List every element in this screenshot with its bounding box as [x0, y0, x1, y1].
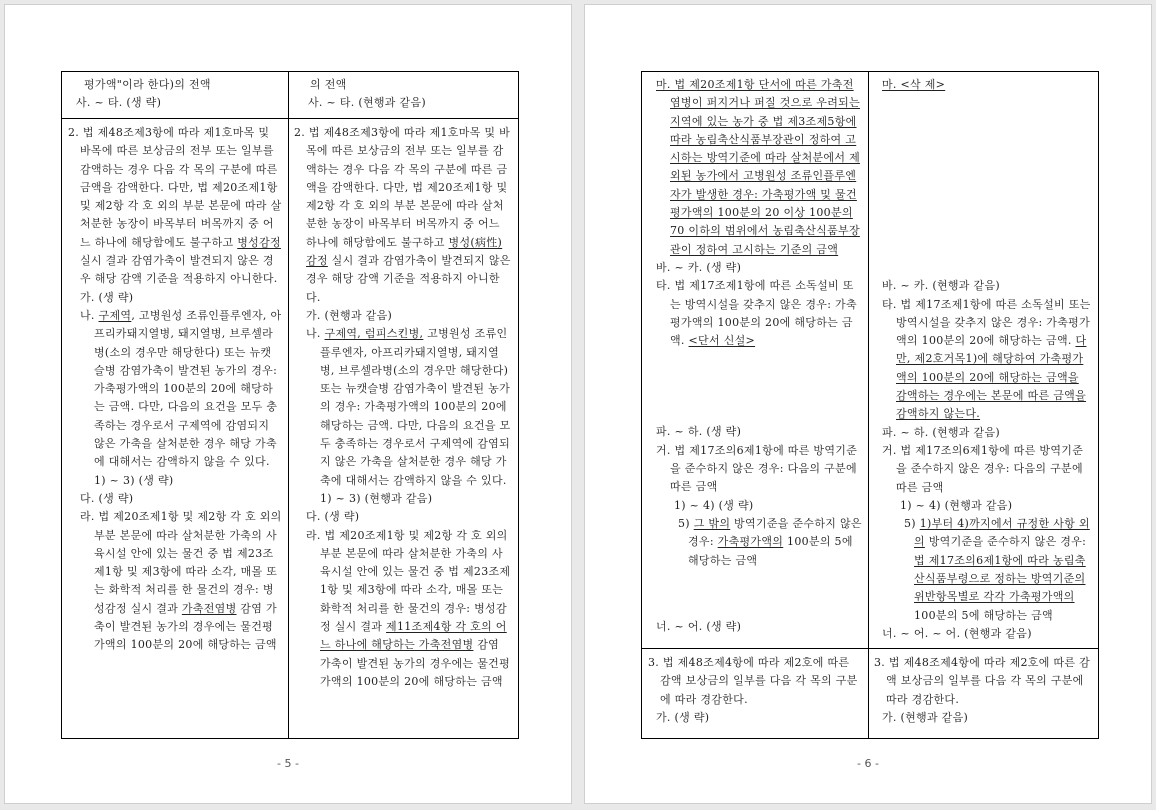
paragraph-text: 2. 법 제48조제3항에 따라 제1호마목 및 바목에 따른 보상금의 전부 또는 일부를 감액하는 경우 다음 각 목의 구분에 따른 금액을 감액한다. 다만, 법 제20조제1항 및 제2항 각 호 외의 부분 본문에 따라 살처분한 농장이 바목부터 버목까지 중 어느 하나에 해당함에도 불구하고: [294, 126, 511, 249]
p6-left-cell: [648, 76, 862, 646]
item-text: 감염 가축이 발견된 농가의 경우에는 물건평가액의 100분의 20에 해당하는 금액: [320, 638, 511, 688]
underlined-text: 다만, 제2호거목1)에 해당하여 가축평가액의 100분의 20에 해당하는 금액을 감액하는 경우에는 본문에 따른 금액을 감액하지 않는다.: [896, 334, 1087, 421]
p6-bottom-right-cell: [874, 654, 1092, 727]
item-text: 타. 법 제17조제1항에 따른 소독설비 또는 방역시설을 갖추지 않은 경우: 가축평가액의 100분의 20에 해당하는 금액.: [656, 279, 857, 348]
item-text: 100분의 5에 해당하는 금액: [914, 608, 1053, 622]
item-neo: 너. ~ 어. (생 략): [656, 619, 742, 633]
item-ga: 가. (생 략): [656, 710, 710, 724]
sub-item: 1) ~ 4) (생 략): [674, 498, 754, 512]
text-line: 의 전액: [310, 78, 347, 91]
column-divider: [868, 72, 869, 738]
item-ba: 바. ~ 카. (생 략): [656, 260, 742, 274]
page-5: [4, 4, 572, 804]
row-divider: [62, 118, 518, 119]
text-line: 사. ~ 타. (생 략): [76, 96, 162, 110]
p6-bottom-left-cell: [648, 654, 862, 727]
item-geo: 거. 법 제17조의6제1항에 따른 방역기준을 준수하지 않은 경우: 다음의 구분에 따른 금액: [882, 443, 1084, 494]
paragraph-2: [68, 124, 282, 289]
item-label: 나.: [306, 327, 325, 341]
item-na: [68, 307, 282, 472]
sub-item: 1) ~ 4) (현행과 같음): [900, 498, 1013, 512]
column-divider: [288, 72, 289, 738]
comparison-table-p6: [641, 71, 1099, 739]
page-number: - 6 -: [857, 757, 879, 770]
paragraph-3: 3. 법 제48조제4항에 따라 제2호에 따른 감액 보상금의 일부를 다음 각 목의 구분에 따라 경감한다.: [648, 656, 858, 706]
underlined-text: <단서 신설>: [688, 334, 756, 348]
item-neo: 너. ~ 어. ~ 어. (현행과 같음): [882, 626, 1032, 640]
page-6: [584, 4, 1152, 804]
item-ta: [874, 296, 1092, 424]
item-na: [294, 325, 512, 490]
row2-right-cell: [294, 124, 512, 734]
item-ba: 바. ~ 카. (현행과 같음): [882, 279, 1000, 293]
row-divider: [642, 648, 1098, 649]
item-label: 5): [904, 517, 920, 531]
item-da: 다. (생 략): [306, 510, 360, 524]
item-text: 라. 법 제20조제1항 및 제2항 각 호 외의 부분 본문에 따라 살처분한 가축의 사육시설 안에 있는 물건 중 법 제23조제1항 및 제3항에 따라 소각, 매몰 또는 화학적 처리를 한 물건의 경우: 병성감정 실시 결과: [306, 528, 511, 634]
underlined-text: 병성감정: [237, 235, 281, 249]
item-text: 라. 법 제20조제1항 및 제2항 각 호 외의 부분 본문에 따라 살처분한 가축의 사육시설 안에 있는 물건 중 법 제23조제1항 및 제3항에 따라 소각, 매몰 또는 화학적 처리를 한 물건의 경우: 병성감정 실시 결과: [80, 510, 282, 615]
item-ga: 가. (현행과 같음): [306, 308, 393, 322]
paragraph-3: 3. 법 제48조제4항에 따라 제2호에 따른 감액 보상금의 일부를 다음 각 목의 구분에 따라 경감한다.: [874, 656, 1091, 706]
item-pa: 파. ~ 하. (생 략): [656, 425, 742, 439]
underlined-text: 법 제17조의6제1항에 따라 농림축산식품부령으로 정하는 방역기준의 위반항목별로 각각 가축평가액의: [914, 553, 1086, 604]
item-ma: [648, 76, 862, 259]
underlined-text: 마. 법 제20조제1항 단서에 따른 가축전염병이 퍼지거나 퍼질 것으로 우려되는 지역에 있는 농가 중 법 제3조제5항에 따라 농림축산식품부장관이 정하여 고시하는 방역기준에 따라 살처분에서 제외된 농가에서 고병원성 조류인플루엔자가 발생한 경우: 가축평가액 및 물건평가액의 100분의 20 이상 100분의 70 이하의 범위에서 농림축산식품부장관이 정하여 고시하는 기준의 금액: [656, 78, 861, 256]
underlined-text: 제11조제4항 각 호의 어느 하나에 해당하는 가축전염병: [320, 620, 507, 652]
paragraph-text: 2. 법 제48조제3항에 따라 제1호마목 및 바목에 따른 보상금의 전부 또는 일부를 감액하는 경우 다음 각 목의 구분에 따른 금액을 감액한다. 다만, 법 제20조제1항 및 제2항 각 호 외의 부분 본문에 따라 살처분한 농장이 바목부터 버목까지 중 어느 하나에 해당함에도 불구하고: [68, 126, 282, 249]
row1-right-cell: [296, 76, 512, 113]
item-text: , 고병원성 조류인플루엔자, 아프리카돼지열병, 돼지열병, 브루셀라병(소의 경우만 해당한다) 또는 뉴캣슬병 감염가축이 발견된 농가의 경우: 가축평가액의 100분의 20에 해당하는 금액. 다만, 다음의 요건을 모두 충족하는 경우로서 구제역에 감염되지 않은 가축을 살처분한 경우 해당 가축에 대해서는 감액하지 않을 수 있다.: [94, 308, 282, 469]
underlined-text: 1)부터 4)까지에서 규정한 사항 외의: [914, 517, 1090, 549]
underlined-text: 구제역: [98, 308, 132, 322]
underlined-text: 구제역, 럼피스킨병,: [324, 327, 424, 341]
underlined-text: 가축전염병: [181, 601, 237, 615]
item-label: 나.: [80, 308, 99, 322]
underlined-text: 병성(病性)감정: [306, 235, 503, 268]
paragraph-text: 실시 결과 감염가축이 발견되지 않은 경우 해당 감액 기준을 적용하지 아니한다.: [306, 254, 511, 304]
item-ga: 가. (생 략): [80, 290, 134, 304]
paragraph-2: [294, 124, 512, 307]
text-line: 평가액"이라 한다)의 전액: [84, 78, 211, 91]
item-ma: [874, 76, 1092, 94]
item-text: 감염 가축이 발견된 농가의 경우에는 물건평가액의 100분의 20에 해당하는 금액: [94, 601, 277, 652]
row2-left-cell: [68, 124, 282, 734]
sub-item: 1) ~ 3) (생 략): [94, 473, 174, 487]
item-text: 방역기준을 준수하지 않은 경우:: [688, 516, 862, 549]
item-ta: [648, 277, 862, 350]
item-geo: 거. 법 제17조의6제1항에 따른 방역기준을 준수하지 않은 경우: 다음의 구분에 따른 금액: [656, 443, 858, 494]
item-label: 5): [678, 516, 694, 530]
item-da: 다. (생 략): [80, 491, 134, 505]
row1-left-cell: [70, 76, 282, 113]
text-line: 사. ~ 타. (현행과 같음): [308, 96, 426, 110]
paragraph-text: 실시 결과 감염가축이 발견되지 않은 경우 해당 감액 기준을 적용하지 아니한다.: [80, 254, 278, 286]
item-ga: 가. (현행과 같음): [882, 710, 969, 724]
page-number: - 5 -: [277, 757, 299, 770]
underlined-text: 그 밖의: [693, 516, 731, 530]
item-ra: [68, 508, 282, 654]
comparison-table-p5: [61, 71, 519, 739]
item-text: 고병원성 조류인플루엔자, 아프리카돼지열병, 돼지열병, 브루셀라병(소의 경우만 해당한다) 또는 뉴캣슬병 감염가축이 발견된 농가의 경우: 가축평가액의 100분의 20에 해당하는 금액. 다만, 다음의 요건을 모두 충족하는 경우로서 구제역에 감염되지 않은 가축을 살처분한 경우 해당 가축에 대해서는 감액하지 않을 수 있다.: [320, 327, 511, 487]
underlined-text: 가축평가액의: [717, 535, 784, 549]
item-text: 100분의 5에 해당하는 금액: [688, 535, 853, 567]
sub-item-5: [874, 515, 1092, 625]
sub-item: 1) ~ 3) (현행과 같음): [320, 491, 433, 505]
item-ra: [294, 527, 512, 692]
item-text: 타. 법 제17조제1항에 따른 소독설비 또는 방역시설을 갖추지 않은 경우: 가축평가액의 100분의 20에 해당하는 금액.: [882, 297, 1091, 348]
item-pa: 파. ~ 하. (현행과 같음): [882, 425, 1000, 439]
sub-item-5: [648, 515, 862, 570]
underlined-text: 마. <삭 제>: [882, 78, 946, 91]
item-text: 방역기준을 준수하지 않은 경우:: [924, 535, 1087, 549]
p6-right-cell: [874, 76, 1092, 646]
